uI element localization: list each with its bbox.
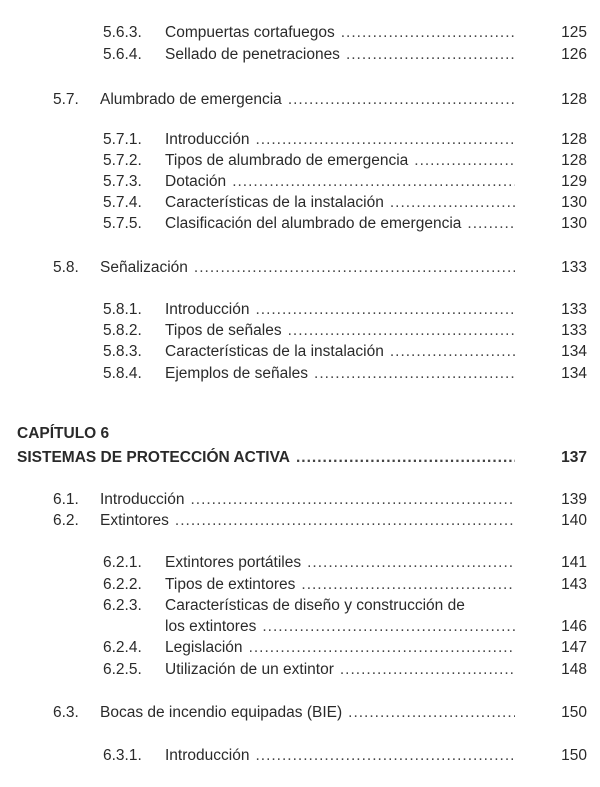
section-number: 5.7.2. [103,152,142,169]
title-text: Introducción [165,746,255,766]
toc-entry [0,448,600,468]
dot-leader [194,258,515,278]
section-number: 5.7.4. [103,194,142,211]
entry-title [165,151,515,171]
section-number: 5.6.4. [103,46,142,63]
title-text: Clasificación del alumbrado de emergencia [165,214,467,234]
entry-title [165,746,515,766]
toc-entry [0,151,600,171]
section-number: 6.2.2. [103,576,142,593]
entry-title [165,575,515,595]
entry-title [165,214,515,234]
section-number: 6.1. [53,491,79,508]
title-text: Tipos de alumbrado de emergencia [165,151,414,171]
dot-leader [255,300,515,320]
entry-title [165,617,515,637]
toc-entry [0,511,600,531]
page-number: 148 [561,661,587,678]
entry-title [165,45,515,65]
dot-leader [314,364,515,384]
title-text: Extintores [100,511,175,531]
toc-entry [0,638,600,658]
toc-entry [0,746,600,766]
entry-title [165,553,515,573]
dot-leader [390,342,515,362]
toc-entry [0,490,600,510]
entry-title [17,448,515,468]
dot-leader [255,746,515,766]
toc-entry [0,596,600,616]
page-number: 125 [561,24,587,41]
title-text: Características de diseño y construcción de [165,596,471,616]
toc-entry [0,130,600,150]
toc-entry [0,553,600,573]
dot-leader [307,553,515,573]
page-number: 134 [561,365,587,382]
dot-leader [249,638,515,658]
entry-title [165,638,515,658]
section-number: 5.7.3. [103,173,142,190]
title-text: Introducción [165,300,255,320]
title-text: Extintores portátiles [165,553,307,573]
section-number: 5.8.4. [103,365,142,382]
entry-title [100,90,515,110]
toc-entry [0,23,600,43]
page-number: 128 [561,131,587,148]
page-number: 143 [561,576,587,593]
section-number: 5.6.3. [103,24,142,41]
dot-leader [288,321,515,341]
title-text: Alumbrado de emergencia [100,90,288,110]
section-number: 6.2.5. [103,661,142,678]
page-number: 128 [561,152,587,169]
page-number: 134 [561,343,587,360]
dot-leader [340,660,515,680]
page-number: 150 [561,747,587,764]
title-text: Ejemplos de señales [165,364,314,384]
section-number: 6.2.1. [103,554,142,571]
title-text: Bocas de incendio equipadas (BIE) [100,703,348,723]
entry-title [165,596,515,616]
section-number: 5.7. [53,91,79,108]
title-text: Características de la instalación [165,342,390,362]
title-text: Dotación [165,172,232,192]
dot-leader [190,490,515,510]
title-text: Utilización de un extintor [165,660,340,680]
section-number: 6.2.4. [103,639,142,656]
section-number: 5.7.5. [103,215,142,232]
dot-leader [390,193,515,213]
entry-title [165,660,515,680]
section-number: 6.3. [53,704,79,721]
toc-entry [0,617,600,637]
section-number: 6.2. [53,512,79,529]
entry-title [165,300,515,320]
entry-title [100,511,515,531]
entry-title [165,23,515,43]
page-number: 126 [561,46,587,63]
toc-entry [0,321,600,341]
toc-entry [0,258,600,278]
dot-leader [255,130,515,150]
title-text: SISTEMAS DE PROTECCIÓN ACTIVA [17,448,296,468]
dot-leader [175,511,515,531]
page-number: 139 [561,491,587,508]
section-number: 6.2.3. [103,597,142,614]
page-number: 141 [561,554,587,571]
page-number: 128 [561,91,587,108]
title-text: Características de la instalación [165,193,390,213]
title-text: Tipos de extintores [165,575,301,595]
title-text: Tipos de señales [165,321,288,341]
page-number: 146 [561,618,587,635]
section-number: 5.8.2. [103,322,142,339]
toc-entry [0,342,600,362]
page-number: 133 [561,301,587,318]
dot-leader [346,45,515,65]
page-number: 150 [561,704,587,721]
page-number: 133 [561,259,587,276]
entry-title [165,193,515,213]
section-number: 5.7.1. [103,131,142,148]
entry-title [100,703,515,723]
entry-title [100,258,515,278]
section-number: 5.8.1. [103,301,142,318]
toc-entry [0,300,600,320]
dot-leader [296,448,515,468]
entry-title [165,342,515,362]
entry-title [100,490,515,510]
dot-leader [414,151,515,171]
page-number: 137 [561,449,587,466]
page-number: 147 [561,639,587,656]
title-text: los extintores [165,617,262,637]
dot-leader [341,23,515,43]
toc-entry [0,90,600,110]
dot-leader [301,575,515,595]
section-number: 6.3.1. [103,747,142,764]
toc-entry [0,214,600,234]
dot-leader [348,703,515,723]
toc-entry [0,703,600,723]
toc-entry [0,45,600,65]
title-text: Sellado de penetraciones [165,45,346,65]
title-text: Compuertas cortafuegos [165,23,341,43]
title-text: Introducción [100,490,190,510]
toc-entry [0,575,600,595]
page-number: 140 [561,512,587,529]
toc-entry [0,660,600,680]
dot-leader [288,90,515,110]
toc-entry [0,364,600,384]
dot-leader [262,617,515,637]
section-number: 5.8.3. [103,343,142,360]
title-text: Introducción [165,130,255,150]
entry-title [165,172,515,192]
page-number: 130 [561,194,587,211]
page-number: 129 [561,173,587,190]
dot-leader [232,172,515,192]
section-number: 5.8. [53,259,79,276]
entry-title [165,130,515,150]
entry-title [165,364,515,384]
page-number: 130 [561,215,587,232]
title-text: Señalización [100,258,194,278]
entry-title [165,321,515,341]
toc-entry [0,193,600,213]
dot-leader [467,214,515,234]
page-number: 133 [561,322,587,339]
title-text: Legislación [165,638,249,658]
toc-entry [0,172,600,192]
chapter-heading: CAPÍTULO 6 [17,425,110,442]
